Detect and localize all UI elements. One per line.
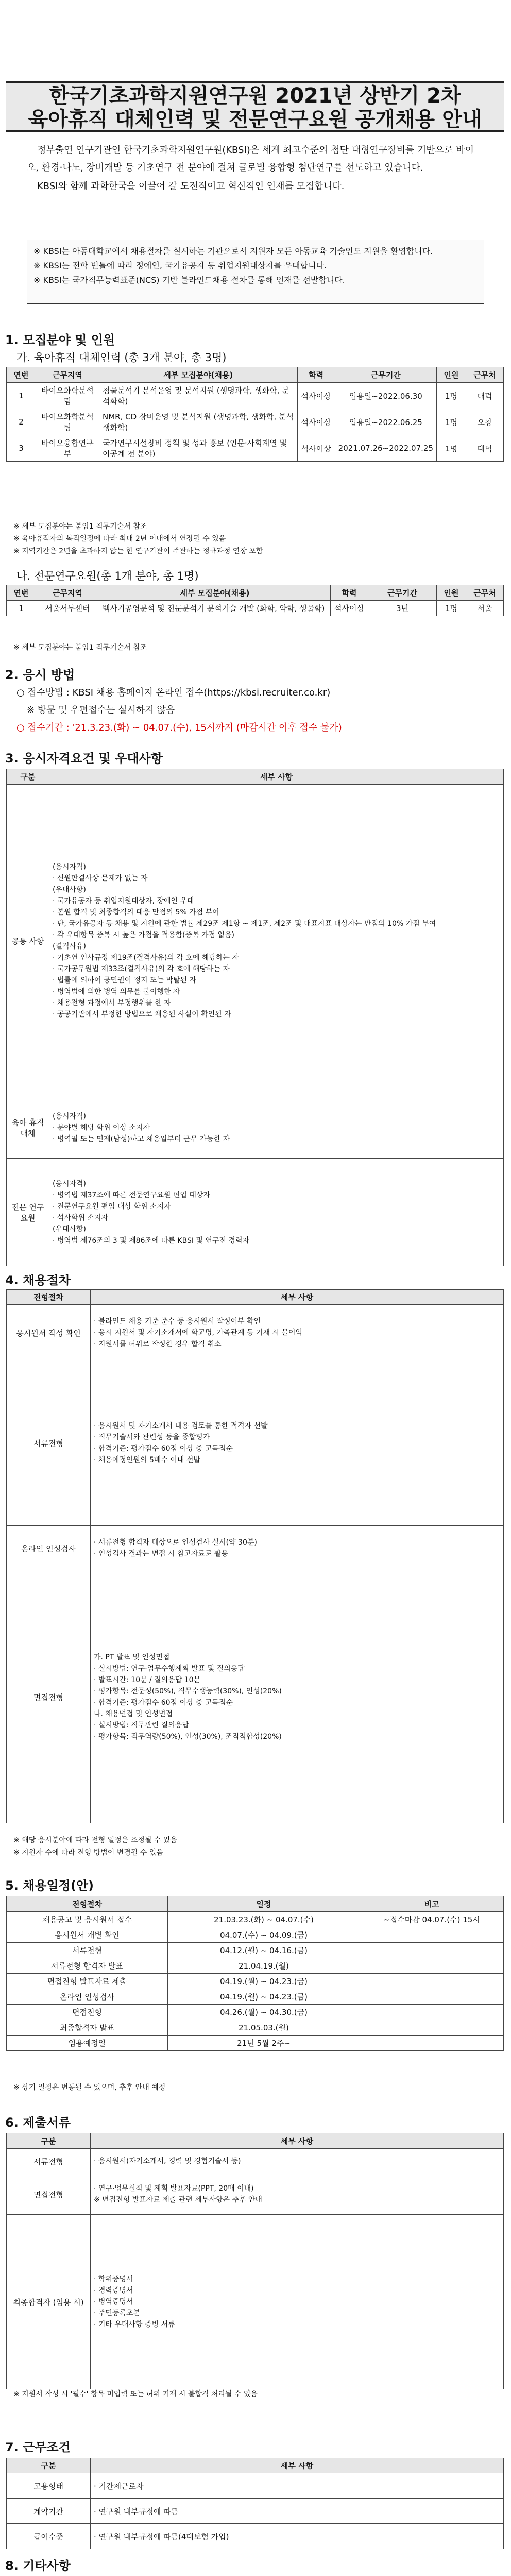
cell: · 연구원 내부규정에 따름(4대보험 가입) [91, 2524, 504, 2549]
row-content: (응시자격) · 병역법 제37조에 따른 전문연구요원 편입 대상자 · 전문연구요원 편입 대상 학위 소지자 · 석사학위 소지자 (우대사항) · 병역법 제76조의 3 및 제86조에 따른 KBSI 및 연구전 경력자 [49, 1159, 504, 1266]
section-title-3: 3. 응시자격요건 및 우대사항 [5, 751, 163, 766]
table-row [7, 2005, 504, 2020]
cell: 백사기공영분석 및 전문분석기 분석기술 개발 (화학, 약학, 생물학) [99, 601, 331, 616]
table-row [7, 1958, 504, 1974]
subsection-title-1b: 나. 전문연구요원(총 1개 분야, 총 1명) [16, 570, 199, 582]
apply-item: ※ 방문 및 우편접수는 실시하지 않음 [27, 705, 175, 716]
col-header: 연번 [7, 585, 36, 601]
cell: 서울 [466, 601, 504, 616]
cell: 오창 [466, 409, 504, 435]
cell: 1명 [437, 383, 466, 409]
cell: 응시원서 작성 확인 [7, 1305, 91, 1361]
cell: 최종합격자 (임용 시) [7, 2215, 91, 2389]
cell: 급여수준 [7, 2524, 91, 2549]
cell: 21.04.19.(월) [168, 1958, 360, 1974]
cell: 국가연구시설장비 정책 및 성과 홍보 (인문·사회계열 및 이공계 전 분야) [99, 435, 298, 462]
cell: 04.19.(월) ~ 04.23.(금) [168, 1974, 360, 1989]
cell: 1명 [437, 435, 466, 462]
apply-item: ○ 접수방법 : KBSI 채용 홈페이지 온라인 접수(https://kbsi.recruiter.co.kr) [16, 687, 331, 698]
col-header: 비고 [360, 1896, 504, 1912]
cell [360, 1927, 504, 1943]
table-row [7, 1912, 504, 1927]
cell: 서류전형 합격자 발표 [7, 1958, 168, 1974]
title-banner [6, 81, 504, 132]
cell: 서울서부센터 [36, 601, 99, 616]
cell: 04.12.(월) ~ 04.16.(금) [168, 1943, 360, 1958]
row-label: 육아 휴직 대체 [7, 1097, 49, 1159]
row-content: (응시자격) · 분야별 해당 학위 이상 소지자 · 병역필 또는 면제(남성)하고 채용일부터 근무 가능한 자 [49, 1097, 504, 1159]
table-row [7, 2036, 504, 2051]
table2-note: ※ 세부 모집분야는 붙임1 직무기술서 참조 [13, 643, 147, 652]
intro-paragraph-1: 정부출연 연구기관인 한국기초과학지원연구원(KBSI)은 세계 최고수준의 첨단 대형연구장비를 기반으로 바이오, 환경·나노, 장비개발 등 기초연구 전 분야에 걸쳐 글로벌 융합형 첨단연구를 선도하고 있습니다. [27, 145, 474, 173]
col-header: 인원 [437, 585, 466, 601]
cell: 면접전형 발표자료 제출 [7, 1974, 168, 1989]
cell: · 기간제근로자 [91, 2473, 504, 2499]
col-header: 근무기간 [335, 367, 436, 383]
col-header: 세부 모집분야(채용) [99, 367, 298, 383]
section-title-5: 5. 채용일정(안) [5, 1878, 94, 1893]
table-row [7, 409, 504, 435]
section-title-6: 6. 제출서류 [5, 2115, 71, 2130]
cell: 2021.07.26~2022.07.25 [335, 435, 436, 462]
col-header: 세부 사항 [91, 2458, 504, 2473]
table-row [7, 1159, 504, 1266]
eligibility-table [6, 769, 504, 1266]
cell: 대덕 [466, 435, 504, 462]
cell: 면접전형 [7, 1571, 91, 1823]
cell [360, 1943, 504, 1958]
cell: 21.03.23.(화) ~ 04.07.(수) [168, 1912, 360, 1927]
col-header: 인원 [437, 367, 466, 383]
cell: 서류전형 [7, 2149, 91, 2174]
col-header: 근무처 [466, 585, 504, 601]
cell: 21년 5월 2주~ [168, 2036, 360, 2051]
table5-note: ※ 상기 일정은 변동될 수 있으며, 추후 안내 예정 [13, 2083, 166, 2092]
row-label: 공통 사항 [7, 785, 49, 1097]
cell: 면접전형 [7, 2005, 168, 2020]
table-row [7, 1097, 504, 1159]
table-row [7, 2215, 504, 2389]
cell [360, 2005, 504, 2020]
table-row [7, 1571, 504, 1823]
cell [360, 1989, 504, 2005]
cell: 1명 [437, 409, 466, 435]
section-title-4: 4. 채용절차 [5, 1273, 71, 1287]
cell [360, 2020, 504, 2036]
table1-note: ※ 세부 모집분야는 붙임1 직무기술서 참조 ※ 육아휴직자의 복직일정에 따라 최대 2년 이내에서 연장될 수 있음 ※ 지역기간은 2년을 초과하지 않는 한 연구기관이 주관하는 정규과정 연장 포함 [13, 522, 263, 555]
cell: 1 [7, 601, 36, 616]
cell: 04.19.(월) ~ 04.23.(금) [168, 1989, 360, 2005]
table-row [7, 2149, 504, 2174]
recruit-table-1 [6, 367, 504, 462]
apply-list [16, 684, 501, 737]
note-item: ※ KBSI는 아동대학교에서 채용절차를 실시하는 기관으로서 지원자 모든 아동교육 기술인도 지원을 환영합니다. [33, 246, 433, 256]
table-row [7, 2524, 504, 2549]
cell: ~접수마감 04.07.(수) 15시 [360, 1912, 504, 1927]
process-table [6, 1289, 504, 1823]
col-header: 전형절차 [7, 1896, 168, 1912]
cell: 3년 [368, 601, 437, 616]
cell [360, 1958, 504, 1974]
col-header: 세부 사항 [91, 2133, 504, 2149]
table-row [7, 1305, 504, 1361]
col-header: 구분 [7, 2458, 91, 2473]
documents-table [6, 2133, 504, 2389]
cell: · 학위증명서 · 경력증명서 · 병역증명서 · 주민등록초본 · 기타 우대사항 증빙 서류 [91, 2215, 504, 2389]
intro [27, 142, 484, 195]
recruit-table-2 [6, 585, 504, 616]
section-title-2: 2. 응시 방법 [5, 668, 75, 682]
cell: 면접전형 [7, 2174, 91, 2215]
cell: NMR, CD 장비운영 및 분석지원 (생명과학, 생화학, 분석생화학) [99, 409, 298, 435]
cell: 입용일~2022.06.30 [335, 383, 436, 409]
col-header: 근무지역 [36, 367, 99, 383]
col-header: 구분 [7, 769, 49, 785]
table-row [7, 1927, 504, 1943]
col-header: 세부 사항 [91, 1290, 504, 1305]
section-title-1: 1. 모집분야 및 인원 [5, 333, 115, 347]
cell: 석사이상 [331, 601, 368, 616]
title-line-1: 한국기초과학지원연구원 2021년 상반기 2차 [49, 84, 461, 108]
cell: 04.26.(월) ~ 04.30.(금) [168, 2005, 360, 2020]
col-header: 학력 [331, 585, 368, 601]
notes-box [27, 240, 484, 304]
row-label: 전문 연구 요원 [7, 1159, 49, 1266]
table-row [7, 383, 504, 409]
cell: 최종합격자 발표 [7, 2020, 168, 2036]
col-header: 연번 [7, 367, 36, 383]
subsection-title-1a: 가. 육아휴직 대체인력 (총 3개 분야, 총 3명) [16, 351, 227, 364]
table-row [7, 2473, 504, 2499]
cell: 온라인 인성검사 [7, 1989, 168, 2005]
cell: 바이오화학분석팀 [36, 383, 99, 409]
intro-paragraph-2: KBSI와 함께 과학한국을 이끌어 갈 도전적이고 혁신적인 인재를 모집합니다. [37, 181, 345, 192]
table6-note: ※ 지원서 작성 시 '필수' 항목 미입력 또는 허위 기재 시 불합격 처리될 수 있음 [13, 2390, 258, 2398]
table-row [7, 2499, 504, 2524]
title-line-2: 육아휴직 대체인력 및 전문연구요원 공개채용 안내 [28, 108, 482, 131]
row-content: (응시자격) · 신원판결사상 문제가 없는 자 (우대사항) · 국가유공자 등 취업지원대상자, 장애인 우대 · 본원 합격 및 최종합격의 대응 만점의 5% 가점 부여 · 단, 국가유공자 등 채용 및 지원에 관한 법률 제29조 제1항 ~ 제1조, 제2조 및 대표지표 대상자는 만점의 10% 가점 부여 · 각 우대항목 중복 시 높은 가점을 적용함(중복 가점 없음) (결격사유) · 기초연 인사규정 제19조(결격사유)의 각 호에 해당하는 자 · 국가공무원법 제33조(결격사유)의 각 호에 해당하는 자 · 법률에 의하여 공민권이 정지 또는 박탈된 자 · 병역법에 의한 병역 의무를 불이행한 자 · 채용전형 과정에서 부정행위를 한 자 · 공공기관에서 부정한 방법으로 채용된 사실이 확인된 자 [49, 785, 504, 1097]
cell [360, 2036, 504, 2051]
table-row [7, 435, 504, 462]
table-row [7, 785, 504, 1097]
col-header: 근무지역 [36, 585, 99, 601]
cell: 임용예정일 [7, 2036, 168, 2051]
col-header: 세부 사항 [49, 769, 504, 785]
cell: 석사이상 [297, 409, 335, 435]
col-header: 일정 [168, 1896, 360, 1912]
table-row [7, 2020, 504, 2036]
table-row [7, 1943, 504, 1958]
cell: 석사이상 [297, 435, 335, 462]
table-row [7, 1526, 504, 1571]
cell: 21.05.03.(월) [168, 2020, 360, 2036]
cell [360, 1974, 504, 1989]
col-header: 근무기간 [368, 585, 437, 601]
table-row [7, 2174, 504, 2215]
apply-item: ○ 접수기간 : '21.3.23.(화) ~ 04.07.(수), 15시까지 (마감시간 이후 접수 불가) [16, 722, 342, 733]
cell: 계약기간 [7, 2499, 91, 2524]
cell: 서류전형 [7, 1361, 91, 1526]
cell: 채용공고 및 응시원서 접수 [7, 1912, 168, 1927]
conditions-table [6, 2458, 504, 2549]
cell: 04.07.(수) ~ 04.09.(금) [168, 1927, 360, 1943]
cell: 2 [7, 409, 36, 435]
cell: 바이오융합연구부 [36, 435, 99, 462]
cell: 1명 [437, 601, 466, 616]
table4-note: ※ 해당 응시분야에 따라 전형 일정은 조정될 수 있음 ※ 지원자 수에 따라 전형 방법이 변경될 수 있음 [13, 1836, 177, 1857]
cell: · 서류전형 합격자 대상으로 인성검사 실시(약 30분) · 인성검사 결과는 면접 시 참고자료로 활용 [91, 1526, 504, 1571]
table-row [7, 1989, 504, 2005]
cell: 3 [7, 435, 36, 462]
cell: 서류전형 [7, 1943, 168, 1958]
col-header: 세부 모집분야(채용) [99, 585, 331, 601]
cell: · 응시원서(자기소개서, 경력 및 경험기술서 등) [91, 2149, 504, 2174]
section-title-8: 8. 기타사항 [5, 2558, 71, 2573]
cell: · 응시원서 및 자기소개서 내용 검토를 통한 적격자 선발 · 직무기술서와 관련성 등을 종합평가 · 합격기준: 평가점수 60점 이상 중 고득점순 · 채용예정인원의 5배수 이내 선발 [91, 1361, 504, 1526]
table-row [7, 1361, 504, 1526]
cell: 가. PT 발표 및 인성면접 · 실시방법: 연구·업무수행계획 발표 및 질의응답 · 발표시간: 10분 / 질의응답 10분 · 평가항목: 전문성(50%), 직무수행능력(30%), 인성(20%) · 합격기준: 평가점수 60점 이상 중 고득점순 나. 채용면접 및 인성면접 · 실시방법: 직무관련 질의응답 · 평가항목: 직무역량(50%), 인성(30%), 조직적합성(20%) [91, 1571, 504, 1823]
note-item: ※ KBSI는 전학 빈틀에 따라 정에인, 국가유공자 등 취업지원대상자를 우대합니다. [33, 261, 327, 270]
cell: 첨물분석기 분석운영 및 분석지원 (생명과학, 생화학, 분석화학) [99, 383, 298, 409]
table-row [7, 1974, 504, 1989]
cell: · 블라인드 채용 기준 준수 등 응시원서 작성여부 확인 · 응시 지원서 및 자기소개서에 학교명, 가족관계 등 기재 시 불이익 · 지원서를 허위로 작성한 경우 합격 취소 [91, 1305, 504, 1361]
table-row [7, 601, 504, 616]
cell: 온라인 인성검사 [7, 1526, 91, 1571]
cell: 석사이상 [297, 383, 335, 409]
cell: 1 [7, 383, 36, 409]
col-header: 학력 [297, 367, 335, 383]
cell: 바이오화학분석팀 [36, 409, 99, 435]
cell: · 연구·업무실적 및 계획 발표자료(PPT, 20매 이내) ※ 면접전형 발표자료 제출 관련 세부사항은 추후 안내 [91, 2174, 504, 2215]
cell: 고용형태 [7, 2473, 91, 2499]
col-header: 전형절차 [7, 1290, 91, 1305]
cell: 응시원서 개별 확인 [7, 1927, 168, 1943]
section-title-7: 7. 근무조건 [5, 2440, 71, 2454]
cell: 대덕 [466, 383, 504, 409]
col-header: 구분 [7, 2133, 91, 2149]
col-header: 근무처 [466, 367, 504, 383]
note-item: ※ KBSI는 국가직무능력표준(NCS) 기반 블라인드채용 절차를 통해 인재를 선발합니다. [33, 275, 345, 285]
cell: · 연구원 내부규정에 따름 [91, 2499, 504, 2524]
cell: 입용일~2022.06.25 [335, 409, 436, 435]
schedule-table [6, 1896, 504, 2051]
